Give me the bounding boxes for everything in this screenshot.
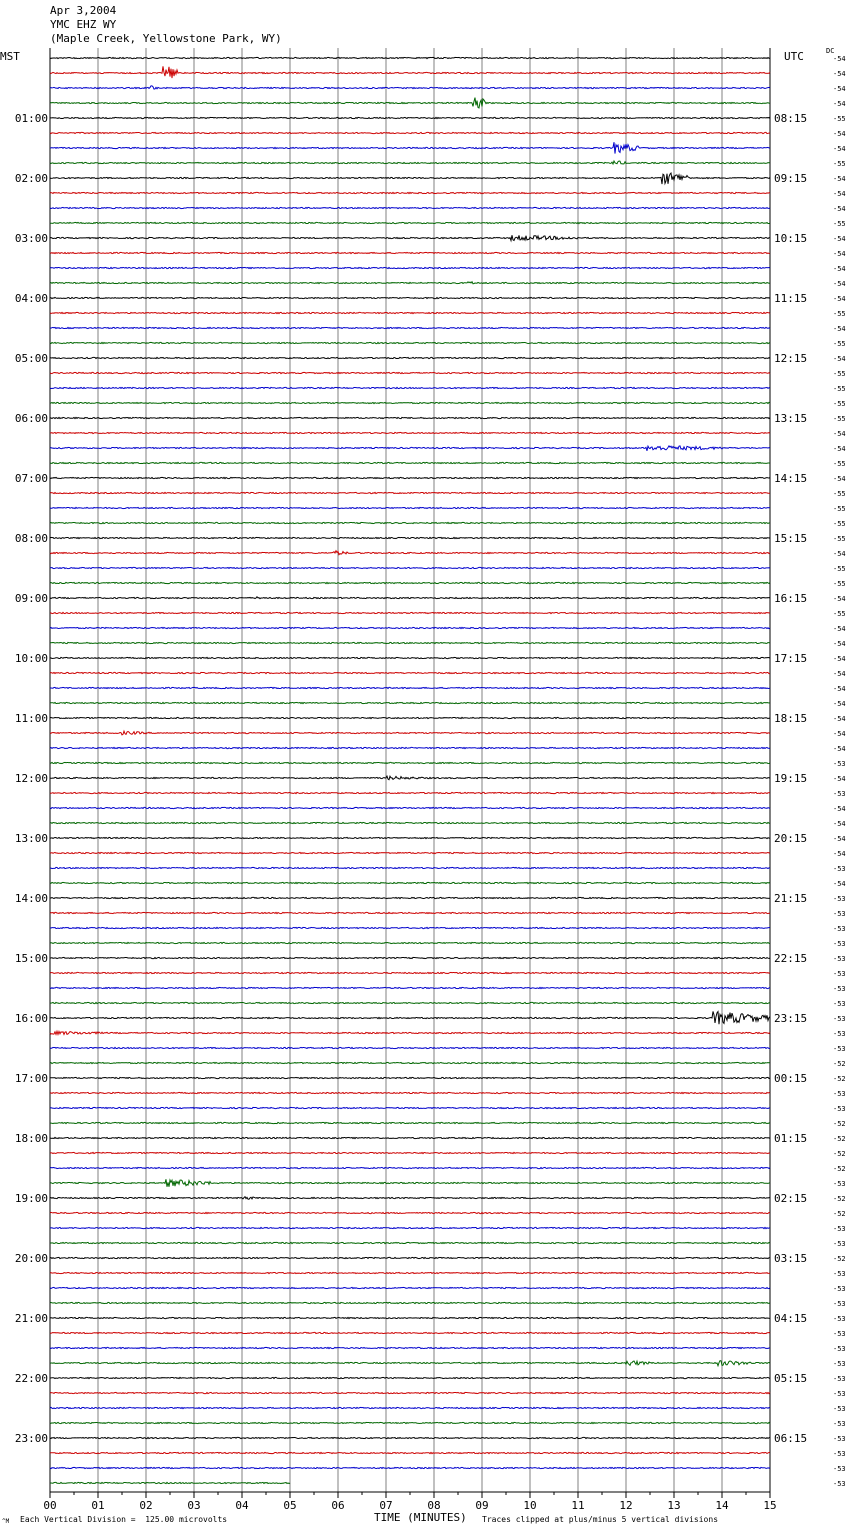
- trace-row: [50, 372, 770, 373]
- dc-offset-label: -54: [833, 880, 846, 888]
- left-time-label: 21:00: [14, 1312, 48, 1325]
- left-time-label: 06:00: [14, 412, 48, 425]
- trace-row: [50, 822, 770, 823]
- right-time-label: 13:15: [774, 412, 808, 425]
- trace-row: [50, 57, 770, 58]
- dc-offset-label: -54: [833, 280, 846, 288]
- x-tick-label: 00: [43, 1499, 57, 1512]
- timezone-right-label: UTC: [784, 50, 804, 63]
- trace-row: [50, 1077, 770, 1078]
- left-time-label: 12:00: [14, 772, 48, 785]
- trace-row: [50, 66, 770, 78]
- trace-row: [50, 702, 770, 703]
- trace-row: [50, 235, 770, 240]
- trace-row: [50, 1407, 770, 1408]
- dc-offset-label: -54: [833, 730, 846, 738]
- dc-offset-label: -53: [833, 1450, 846, 1458]
- trace-row: [50, 1377, 770, 1378]
- dc-offset-label: -54: [833, 235, 846, 243]
- x-tick-label: 11: [571, 1499, 585, 1512]
- trace-row: [50, 1287, 770, 1288]
- dc-offset-label: -53: [833, 1240, 846, 1248]
- trace-row: [50, 342, 770, 343]
- dc-offset-label: -53: [833, 1300, 846, 1308]
- dc-offset-label: -53: [833, 1030, 846, 1038]
- dc-offset-label: -54: [833, 850, 846, 858]
- dc-offset-label: -55: [833, 490, 846, 498]
- trace-row: [50, 132, 770, 133]
- trace-row: [50, 731, 770, 735]
- right-time-label: 00:15: [774, 1072, 808, 1085]
- dc-offset-label: -55: [833, 535, 846, 543]
- trace-row: [50, 1422, 770, 1423]
- dc-offset-label: -54: [833, 820, 846, 828]
- left-time-label: 18:00: [14, 1132, 48, 1145]
- left-time-label: 05:00: [14, 352, 48, 365]
- left-time-label: 01:00: [14, 112, 48, 125]
- left-time-label: 20:00: [14, 1252, 48, 1265]
- trace-row: [50, 161, 770, 164]
- dc-offset-label: -54: [833, 175, 846, 183]
- vertical-division-note: Each Vertical Division = 125.00 microvolts: [20, 1515, 228, 1524]
- dc-offset-label: -55: [833, 565, 846, 573]
- trace-row: [50, 1452, 770, 1453]
- dc-offset-label: -54: [833, 475, 846, 483]
- dc-offset-label: -53: [833, 1435, 846, 1443]
- dc-offset-label: -53: [833, 925, 846, 933]
- dc-offset-label: -53: [833, 760, 846, 768]
- left-time-label: 09:00: [14, 592, 48, 605]
- trace-row: [50, 1107, 770, 1108]
- x-tick-label: 10: [523, 1499, 537, 1512]
- trace-row: [50, 1122, 770, 1123]
- trace-row: [50, 98, 770, 108]
- trace-row: [50, 776, 770, 780]
- right-time-label: 18:15: [774, 712, 808, 725]
- x-tick-label: 02: [139, 1499, 153, 1512]
- dc-offset-label: -54: [833, 325, 846, 333]
- dc-offset-label: -53: [833, 1270, 846, 1278]
- left-time-label: 23:00: [14, 1432, 48, 1445]
- trace-row: [50, 117, 770, 118]
- left-time-label: 13:00: [14, 832, 48, 845]
- left-time-label: 11:00: [14, 712, 48, 725]
- trace-row: [50, 327, 770, 328]
- dc-offset-label: -54: [833, 355, 846, 363]
- trace-row: [50, 1179, 770, 1187]
- right-time-label: 08:15: [774, 112, 808, 125]
- dc-offset-label: -54: [833, 445, 846, 453]
- trace-row: [50, 1011, 770, 1024]
- right-time-label: 17:15: [774, 652, 808, 665]
- x-tick-label: 01: [91, 1499, 105, 1512]
- dc-offset-label: -52: [833, 1165, 846, 1173]
- dc-offset-label: -53: [833, 1315, 846, 1323]
- trace-row: [50, 852, 770, 853]
- trace-row: [50, 1482, 290, 1483]
- trace-row: [50, 417, 770, 418]
- trace-row: [50, 987, 770, 988]
- left-time-label: 02:00: [14, 172, 48, 185]
- dc-offset-label: -53: [833, 985, 846, 993]
- dc-offset-label: -54: [833, 625, 846, 633]
- dc-offset-label: -55: [833, 340, 846, 348]
- trace-row: [50, 1242, 770, 1243]
- trace-row: [50, 1227, 770, 1228]
- right-time-label: 09:15: [774, 172, 808, 185]
- dc-offset-label: -54: [833, 145, 846, 153]
- trace-row: [50, 522, 770, 523]
- trace-row: [50, 867, 770, 868]
- label-layer: [15, 55, 846, 1512]
- trace-row: [50, 1197, 770, 1200]
- dc-offset-label: -54: [833, 700, 846, 708]
- trace-row: [50, 897, 770, 898]
- x-tick-label: 07: [379, 1499, 393, 1512]
- right-time-label: 03:15: [774, 1252, 808, 1265]
- right-time-label: 20:15: [774, 832, 808, 845]
- dc-offset-label: -53: [833, 1285, 846, 1293]
- dc-offset-label: -53: [833, 1105, 846, 1113]
- dc-offset-label: -54: [833, 205, 846, 213]
- right-time-label: 14:15: [774, 472, 808, 485]
- dc-offset-label: -53: [833, 955, 846, 963]
- trace-row: [50, 1047, 770, 1048]
- dc-offset-label: -53: [833, 1405, 846, 1413]
- trace-row: [50, 612, 770, 613]
- corner-mark: ^M: [2, 1518, 10, 1525]
- trace-row: [50, 432, 770, 433]
- trace-row: [50, 1392, 770, 1393]
- trace-row: [50, 357, 770, 358]
- dc-offset-label: -55: [833, 460, 846, 468]
- trace-row: [50, 1002, 770, 1003]
- dc-offset-label: -53: [833, 1480, 846, 1488]
- dc-offset-label: -55: [833, 160, 846, 168]
- dc-offset-label: -54: [833, 775, 846, 783]
- trace-row: [50, 551, 770, 555]
- dc-offset-label: -55: [833, 520, 846, 528]
- trace-row: [50, 477, 770, 478]
- dc-offset-label: -54: [833, 670, 846, 678]
- left-time-label: 17:00: [14, 1072, 48, 1085]
- dc-offset-label: -52: [833, 1120, 846, 1128]
- x-axis-title: TIME (MINUTES): [374, 1511, 467, 1524]
- dc-offset-label: -55: [833, 580, 846, 588]
- trace-row: [50, 387, 770, 388]
- dc-offset-label: -55: [833, 610, 846, 618]
- dc-offset-label: -54: [833, 595, 846, 603]
- grid-layer: [50, 48, 770, 1498]
- x-tick-label: 14: [715, 1499, 729, 1512]
- left-time-label: 16:00: [14, 1012, 48, 1025]
- trace-row: [50, 927, 770, 928]
- right-time-label: 10:15: [774, 232, 808, 245]
- right-time-label: 12:15: [774, 352, 808, 365]
- dc-offset-label: -53: [833, 1375, 846, 1383]
- dc-offset-label: -54: [833, 685, 846, 693]
- x-tick-label: 15: [763, 1499, 777, 1512]
- dc-offset-label: -53: [833, 1360, 846, 1368]
- dc-offset-label: -55: [833, 115, 846, 123]
- right-time-label: 04:15: [774, 1312, 808, 1325]
- dc-offset-label: -54: [833, 655, 846, 663]
- trace-row: [50, 762, 770, 763]
- dc-offset-label: -54: [833, 85, 846, 93]
- dc-offset-label: -52: [833, 1195, 846, 1203]
- dc-offset-label: -55: [833, 400, 846, 408]
- trace-row: [50, 1212, 770, 1213]
- trace-row: [50, 402, 770, 403]
- dc-offset-label: -52: [833, 1075, 846, 1083]
- trace-row: [50, 142, 770, 153]
- dc-offset-label: -55: [833, 505, 846, 513]
- dc-offset-label: -53: [833, 970, 846, 978]
- trace-row: [50, 1167, 770, 1168]
- clipping-note: Traces clipped at plus/minus 5 vertical divisions: [482, 1515, 719, 1524]
- dc-offset-label: -53: [833, 1390, 846, 1398]
- left-time-label: 04:00: [14, 292, 48, 305]
- dc-offset-label: -54: [833, 295, 846, 303]
- trace-row: [50, 1137, 770, 1138]
- dc-offset-label: -54: [833, 745, 846, 753]
- x-tick-label: 05: [283, 1499, 297, 1512]
- trace-row: [50, 192, 770, 193]
- trace-row: [50, 492, 770, 493]
- trace-row: [50, 507, 770, 508]
- x-tick-label: 08: [427, 1499, 441, 1512]
- trace-row: [50, 1302, 770, 1303]
- trace-row: [50, 1031, 770, 1034]
- dc-offset-label: -54: [833, 550, 846, 558]
- dc-offset-label: -52: [833, 1060, 846, 1068]
- trace-row: [50, 957, 770, 958]
- right-time-label: 23:15: [774, 1012, 808, 1025]
- trace-row: [50, 1152, 770, 1153]
- trace-row: [50, 86, 770, 89]
- dc-offset-label: -53: [833, 1015, 846, 1023]
- trace-row: [50, 1361, 770, 1366]
- trace-row: [50, 1437, 770, 1438]
- trace-row: [50, 837, 770, 838]
- x-tick-label: 03: [187, 1499, 201, 1512]
- trace-row: [50, 222, 770, 223]
- dc-offset-label: -54: [833, 835, 846, 843]
- trace-row: [50, 1257, 770, 1258]
- left-time-label: 10:00: [14, 652, 48, 665]
- dc-offset-label: -55: [833, 370, 846, 378]
- trace-row: [50, 207, 770, 208]
- dc-offset-label: -53: [833, 1090, 846, 1098]
- dc-offset-label: -52: [833, 1135, 846, 1143]
- dc-offset-label: -54: [833, 130, 846, 138]
- dc-offset-label: -54: [833, 70, 846, 78]
- trace-row: [50, 717, 770, 718]
- right-time-label: 21:15: [774, 892, 808, 905]
- trace-row: [50, 672, 770, 673]
- dc-offset-label: -54: [833, 715, 846, 723]
- header-location: (Maple Creek, Yellowstone Park, WY): [50, 32, 282, 45]
- trace-row: [50, 627, 770, 628]
- trace-row: [50, 642, 770, 643]
- dc-label: DC: [826, 47, 835, 55]
- trace-row: [50, 972, 770, 973]
- right-time-label: 02:15: [774, 1192, 808, 1205]
- trace-row: [50, 462, 770, 463]
- trace-row: [50, 747, 770, 748]
- trace-row: [50, 1092, 770, 1093]
- trace-row: [50, 267, 770, 268]
- dc-offset-label: -53: [833, 895, 846, 903]
- dc-offset-label: -52: [833, 1150, 846, 1158]
- dc-offset-label: -53: [833, 1180, 846, 1188]
- right-time-label: 16:15: [774, 592, 808, 605]
- left-time-label: 07:00: [14, 472, 48, 485]
- trace-row: [50, 807, 770, 808]
- dc-offset-label: -52: [833, 1255, 846, 1263]
- dc-offset-label: -55: [833, 220, 846, 228]
- header-station: YMC EHZ WY: [50, 18, 117, 31]
- right-time-label: 05:15: [774, 1372, 808, 1385]
- trace-row: [50, 942, 770, 943]
- dc-offset-label: -55: [833, 310, 846, 318]
- left-time-label: 15:00: [14, 952, 48, 965]
- dc-offset-label: -53: [833, 1000, 846, 1008]
- trace-row: [50, 1332, 770, 1333]
- dc-offset-label: -54: [833, 250, 846, 258]
- dc-offset-label: -55: [833, 385, 846, 393]
- left-time-label: 22:00: [14, 1372, 48, 1385]
- dc-offset-label: -54: [833, 640, 846, 648]
- x-tick-label: 04: [235, 1499, 249, 1512]
- dc-offset-label: -53: [833, 790, 846, 798]
- dc-offset-label: -54: [833, 55, 846, 63]
- dc-offset-label: -53: [833, 1045, 846, 1053]
- dc-offset-label: -53: [833, 1345, 846, 1353]
- dc-offset-label: -54: [833, 805, 846, 813]
- trace-row: [50, 882, 770, 883]
- dc-offset-label: -54: [833, 265, 846, 273]
- right-time-label: 22:15: [774, 952, 808, 965]
- trace-row: [50, 446, 770, 451]
- right-time-label: 19:15: [774, 772, 808, 785]
- trace-row: [50, 1272, 770, 1273]
- right-time-label: 15:15: [774, 532, 808, 545]
- trace-row: [50, 582, 770, 583]
- left-time-label: 19:00: [14, 1192, 48, 1205]
- dc-offset-label: -54: [833, 190, 846, 198]
- dc-offset-label: -53: [833, 1420, 846, 1428]
- dc-offset-label: -53: [833, 1330, 846, 1338]
- left-time-label: 03:00: [14, 232, 48, 245]
- trace-layer: [50, 57, 770, 1483]
- trace-row: [50, 252, 770, 253]
- right-time-label: 11:15: [774, 292, 808, 305]
- x-tick-label: 09: [475, 1499, 489, 1512]
- trace-row: [50, 792, 770, 793]
- timezone-left-label: MST: [0, 50, 20, 63]
- x-tick-label: 06: [331, 1499, 345, 1512]
- trace-row: [50, 173, 770, 184]
- dc-offset-label: -53: [833, 940, 846, 948]
- trace-row: [50, 1317, 770, 1318]
- dc-offset-label: -53: [833, 865, 846, 873]
- x-tick-label: 13: [667, 1499, 681, 1512]
- trace-row: [50, 567, 770, 568]
- trace-row: [50, 912, 770, 913]
- trace-row: [50, 297, 770, 298]
- trace-row: [50, 687, 770, 688]
- dc-offset-label: -53: [833, 1465, 846, 1473]
- dc-offset-label: -52: [833, 1210, 846, 1218]
- dc-offset-label: -55: [833, 415, 846, 423]
- header-date: Apr 3,2004: [50, 4, 117, 17]
- trace-row: [50, 1347, 770, 1348]
- trace-row: [50, 282, 770, 284]
- trace-row: [50, 1062, 770, 1063]
- dc-offset-label: -54: [833, 430, 846, 438]
- x-tick-label: 12: [619, 1499, 633, 1512]
- left-time-label: 08:00: [14, 532, 48, 545]
- dc-offset-label: -53: [833, 1225, 846, 1233]
- left-time-label: 14:00: [14, 892, 48, 905]
- trace-row: [50, 657, 770, 658]
- trace-row: [50, 312, 770, 313]
- trace-row: [50, 537, 770, 538]
- trace-row: [50, 597, 770, 599]
- right-time-label: 01:15: [774, 1132, 808, 1145]
- dc-offset-label: -53: [833, 910, 846, 918]
- dc-offset-label: -54: [833, 100, 846, 108]
- right-time-label: 06:15: [774, 1432, 808, 1445]
- trace-row: [50, 1467, 770, 1468]
